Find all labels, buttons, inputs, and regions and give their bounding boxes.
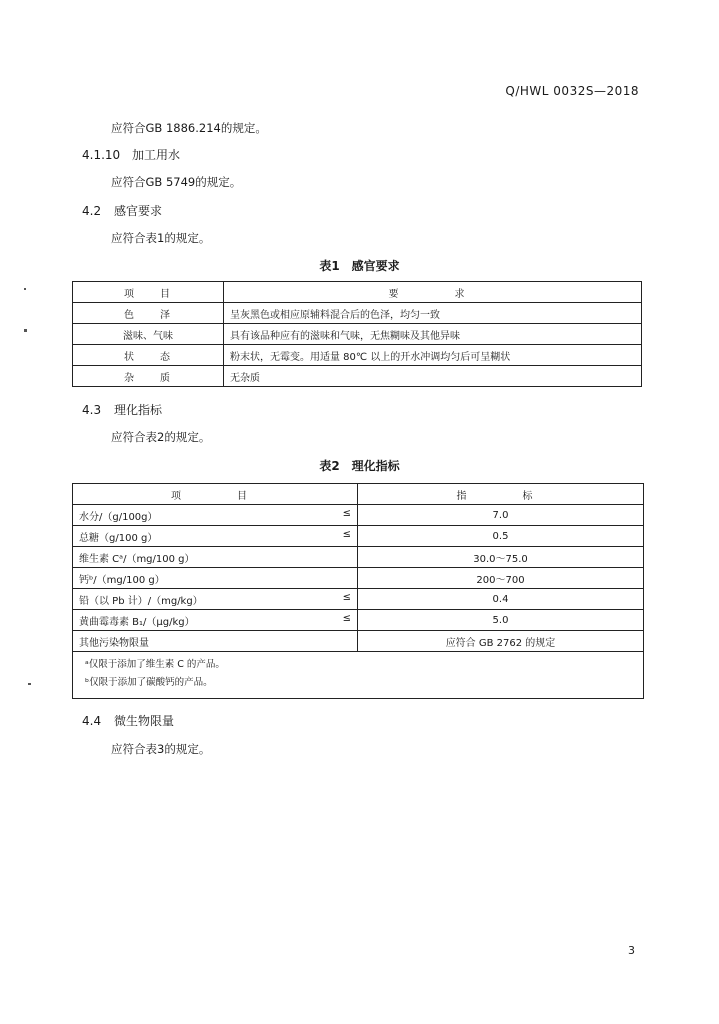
scan-speck [24, 288, 26, 290]
page-number: 3 [628, 944, 635, 957]
document-code: Q/HWL 0032S—2018 [505, 84, 639, 98]
comparison-operator: ≤ [342, 528, 351, 540]
table-cell [73, 526, 358, 547]
section-number: 4.4 [82, 714, 102, 728]
section-title: 理化指标 [114, 403, 163, 417]
item-label: 总糖（g/100 g） [79, 532, 158, 544]
footnotes-cell [73, 652, 644, 699]
table-row [73, 631, 644, 652]
table2-caption: 表2 理化指标 [319, 459, 400, 473]
header-cell: 要 求 [224, 282, 642, 303]
table-cell: 0.4 [358, 589, 644, 610]
table-cell: 7.0 [358, 505, 644, 526]
table-cell: 5.0 [358, 610, 644, 631]
comparison-operator: ≤ [342, 591, 351, 603]
table-cell [73, 568, 358, 589]
header-cell: 指 标 [358, 484, 644, 505]
item-label: 钙ᵇ/（mg/100 g） [79, 574, 165, 586]
item-label: 维生素 Cᵃ/（mg/100 g） [79, 553, 195, 565]
section-heading-4-2 [82, 202, 162, 219]
table1-caption: 表1 感官要求 [319, 259, 400, 273]
table-row [73, 303, 642, 324]
table-row [73, 589, 644, 610]
item-label: 其他污染物限量 [79, 637, 149, 649]
table-header-row [73, 282, 642, 303]
header-cell: 项 目 [73, 484, 358, 505]
comparison-operator: ≤ [342, 507, 351, 519]
footnote-a: ᵃ仅限于添加了维生素 C 的产品。 [85, 659, 225, 670]
table-header-row [73, 484, 644, 505]
item-label: 铅（以 Pb 计）/（mg/kg） [79, 595, 203, 607]
item-label: 黄曲霉毒素 B₁/（μg/kg） [79, 616, 195, 628]
table-cell [73, 547, 358, 568]
item-label: 水分/（g/100g） [79, 511, 158, 523]
table-row [73, 547, 644, 568]
section-number: 4.1.10 [82, 148, 121, 162]
footnote-b: ᵇ仅限于添加了碳酸钙的产品。 [85, 677, 213, 688]
table-row [73, 568, 644, 589]
table-cell [73, 589, 358, 610]
table-cell: 具有该品种应有的滋味和气味，无焦糊味及其他异味 [224, 324, 642, 345]
table-row [73, 505, 644, 526]
table-cell: 30.0～75.0 [358, 547, 644, 568]
section-heading-4-3 [82, 401, 162, 418]
table-cell: 无杂质 [224, 366, 642, 387]
table-cell [73, 505, 358, 526]
table-cell: 0.5 [358, 526, 644, 547]
table-cell [73, 610, 358, 631]
table-row [73, 610, 644, 631]
paragraph-gb1886: 应符合GB 1886.214的规定。 [111, 121, 267, 135]
table-cell: 滋味、气味 [73, 324, 224, 345]
table-cell: 杂 质 [73, 366, 224, 387]
section-number: 4.3 [82, 403, 102, 417]
section-number: 4.2 [82, 204, 102, 218]
scan-speck [24, 329, 27, 332]
scan-speck [28, 683, 31, 685]
table-cell: 状 态 [73, 345, 224, 366]
table-cell: 呈灰黑色或相应原辅料混合后的色泽，均匀一致 [224, 303, 642, 324]
section-title: 加工用水 [132, 148, 181, 162]
table-cell [73, 631, 358, 652]
comparison-operator: ≤ [342, 612, 351, 624]
table2-physicochemical-indicators [72, 483, 644, 699]
paragraph-gb5749: 应符合GB 5749的规定。 [111, 175, 242, 189]
table-footnotes [73, 652, 644, 699]
table-cell: 色 泽 [73, 303, 224, 324]
table-cell: 应符合 GB 2762 的规定 [358, 631, 644, 652]
section-heading-4-4 [82, 712, 174, 729]
paragraph-table1-ref: 应符合表1的规定。 [111, 231, 211, 245]
table-row [73, 324, 642, 345]
paragraph-table2-ref: 应符合表2的规定。 [111, 430, 211, 444]
paragraph-table3-ref: 应符合表3的规定。 [111, 742, 211, 756]
section-heading-4-1-10 [82, 146, 180, 163]
table-cell: 粉末状，无霉变。用适量 80℃ 以上的开水冲调均匀后可呈糊状 [224, 345, 642, 366]
table1-sensory-requirements [72, 281, 642, 387]
table-row [73, 366, 642, 387]
table-row [73, 526, 644, 547]
header-cell: 项 目 [73, 282, 224, 303]
table-cell: 200～700 [358, 568, 644, 589]
table-row [73, 345, 642, 366]
section-title: 感官要求 [114, 204, 163, 218]
section-title: 微生物限量 [114, 714, 175, 728]
